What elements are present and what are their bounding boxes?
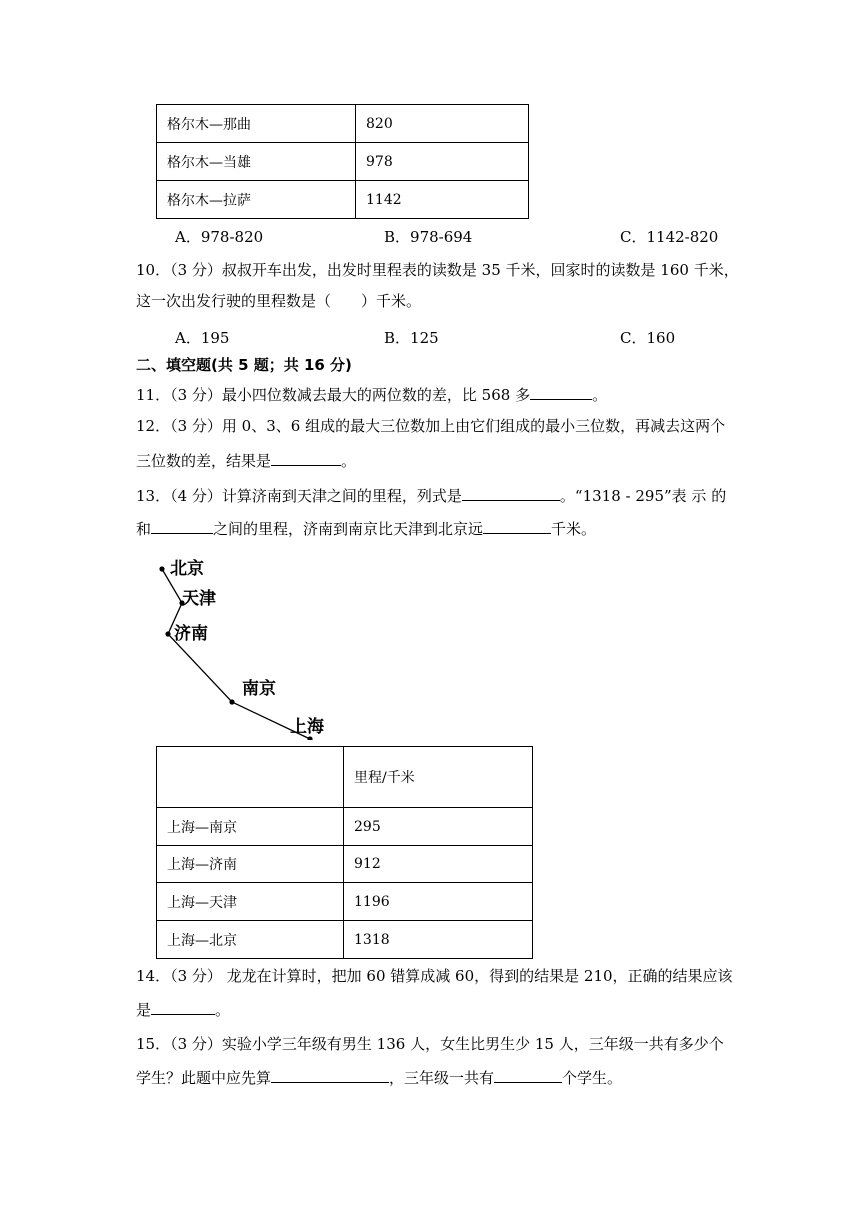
table-header-row [157,747,533,808]
route-map [150,550,370,740]
route-cell: 上海—北京 [157,921,344,959]
route-table-2 [156,746,533,959]
q11-text-part1: 11．（3 分）最小四位数减去最大的两位数的差，比 568 多 [136,386,531,404]
route-cell: 上海—南京 [157,808,344,846]
city-label-beijing: 北京 [170,559,204,579]
q15-text-part3: 个学生。 [562,1069,623,1087]
q13-answer-blank-3[interactable] [483,518,551,534]
q13-text-line2 [136,518,596,539]
header-cell-distance: 里程/千米 [344,747,533,808]
q10-option-b[interactable]: B．125 [384,329,439,347]
table-row [157,181,529,219]
route-cell: 格尔木—拉萨 [157,181,356,219]
q12-text-part1: 三位数的差，结果是 [136,452,272,470]
table-row [157,921,533,959]
q11-answer-blank[interactable] [530,384,592,400]
value-cell: 912 [344,846,533,883]
route-cell: 上海—天津 [157,883,344,921]
q10-option-c[interactable]: C．160 [620,329,676,347]
q12-text-part2: 。 [341,452,357,470]
q12-answer-blank[interactable] [271,450,341,466]
section-title: 二、填空题(共 5 题；共 16 分) [136,356,352,374]
q15-text-part1: 学生？此题中应先算 [136,1069,272,1087]
q13-text-part3: 和 [136,520,152,538]
route-table-1 [156,104,529,219]
table-row [157,808,533,846]
q12-text-line1: 12．（3 分）用 0、3、6 组成的最大三位数加上由它们组成的最小三位数，再减去这两个 [136,417,726,435]
city-dot-nanjing [229,699,234,704]
value-cell: 295 [344,808,533,846]
value-cell: 1142 [356,181,529,219]
value-cell: 820 [356,105,529,143]
city-label-shanghai: 上海 [290,717,324,737]
q15-text-line2 [136,1067,622,1088]
value-cell: 978 [356,143,529,181]
header-cell-empty [157,747,344,808]
q14-text-line2 [136,999,230,1020]
q13-text-part1: 13．（4 分）计算济南到天津之间的里程，列式是 [136,487,462,505]
q10-option-a[interactable]: A．195 [175,329,230,347]
q13-text-part2: 。“1318 - 295”表 示 的 [559,487,727,505]
q12-text-line2 [136,450,356,471]
route-cell: 格尔木—当雄 [157,143,356,181]
q13-text-part4: 之间的里程，济南到南京比天津到北京远 [213,520,484,538]
value-cell: 1318 [344,921,533,959]
q14-answer-blank[interactable] [151,999,215,1015]
q14-text-part2: 。 [215,1001,231,1019]
q10-text-line2: 这一次出发行驶的里程数是（ ）千米。 [136,292,422,310]
route-cell: 格尔木—那曲 [157,105,356,143]
q10-text-line1: 10．（3 分）叔叔开车出发，出发时里程表的读数是 35 千米，回家时的读数是 160 千米， [136,261,739,279]
table-row [157,105,529,143]
city-dot-beijing [159,566,164,571]
route-cell: 上海—济南 [157,846,344,883]
city-label-nanjing: 南京 [242,679,276,699]
q15-answer-blank-1[interactable] [271,1067,389,1083]
q15-text-part2: ，三年级一共有 [389,1069,495,1087]
q11-text [136,384,607,405]
table-row [157,143,529,181]
q14-text-part1: 是 [136,1001,152,1019]
q9-option-b[interactable]: B．978-694 [384,228,473,246]
city-dot-jinan [165,631,170,636]
q11-text-part2: 。 [592,386,608,404]
q13-text-line1 [136,485,726,506]
city-label-tianjin: 天津 [182,589,216,609]
q13-answer-blank-2[interactable] [151,518,213,534]
q9-option-c[interactable]: C．1142-820 [620,228,719,246]
q15-text-line1: 15．（3 分）实验小学三年级有男生 136 人，女生比男生少 15 人，三年级一共有多少个 [136,1035,724,1053]
q13-answer-blank-1[interactable] [462,485,560,501]
q15-answer-blank-2[interactable] [494,1067,562,1083]
q14-text-line1: 14．（3 分） 龙龙在计算时，把加 60 错算成减 60，得到的结果是 210，正确的结果应该 [136,967,733,985]
q9-option-a[interactable]: A．978-820 [175,228,264,246]
q13-text-part5: 千米。 [551,520,597,538]
city-label-jinan: 济南 [174,624,208,644]
table-row [157,846,533,883]
value-cell: 1196 [344,883,533,921]
table-row [157,883,533,921]
